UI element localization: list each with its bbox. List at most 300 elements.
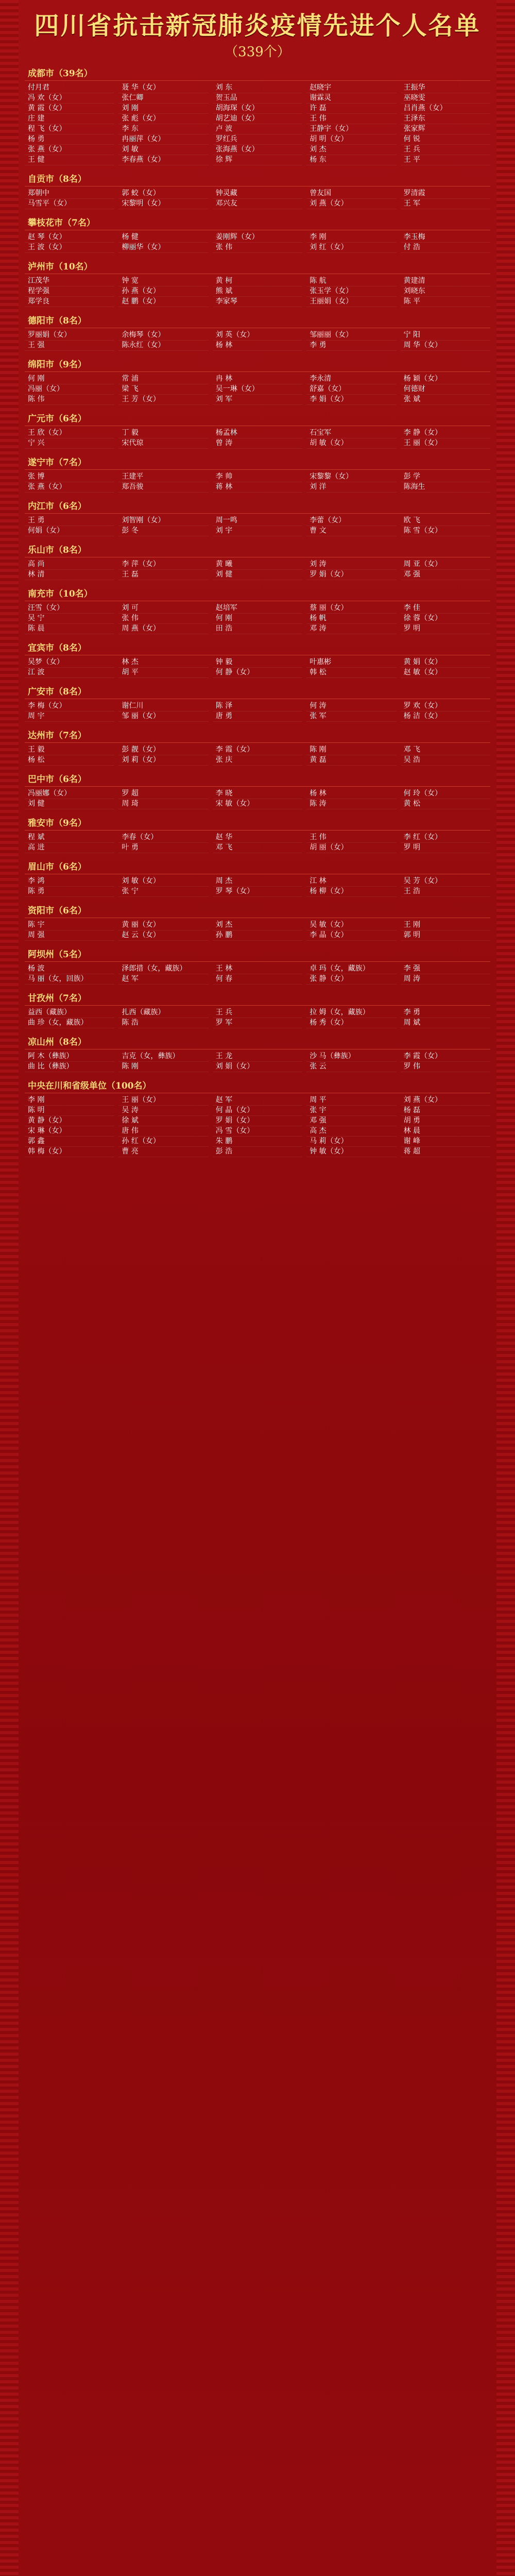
person-name: 冯 欢（女） (25, 93, 114, 104)
person-name: 吴一琳（女） (213, 384, 302, 395)
person-name: 张 伟 (213, 243, 302, 253)
person-name: 冉丽萍（女） (118, 134, 208, 145)
section (25, 992, 490, 1028)
person-name: 杨 磊 (401, 1106, 490, 1116)
section (25, 904, 490, 941)
person-name: 常 浦 (118, 374, 208, 384)
person-name: 黄 霞（女） (25, 104, 114, 114)
person-name: 叶惠彬 (306, 657, 396, 668)
person-name: 程学强 (25, 286, 114, 297)
person-name: 林 清 (25, 570, 114, 580)
person-name: 陈永红（女） (118, 341, 208, 351)
person-name: 叶 勇 (118, 843, 208, 853)
section (25, 773, 490, 809)
person-name: 王 健 (25, 155, 114, 165)
person-name: 周 斌 (401, 1018, 490, 1028)
person-name: 王 丽（女） (118, 1095, 208, 1106)
person-name: 巫晓雯 (401, 93, 490, 104)
person-name: 杨 颖（女） (401, 374, 490, 384)
person-name: 唐 伟 (118, 1126, 208, 1137)
section (25, 500, 490, 536)
person-name: 李 勇 (401, 1008, 490, 1018)
person-name: 黄 松 (401, 799, 490, 809)
name-grid (25, 560, 490, 580)
person-name: 邹 丽（女） (118, 711, 208, 722)
person-name: 杨孟林 (213, 428, 302, 438)
person-name: 王振华 (401, 83, 490, 93)
person-name: 赵 敏（女） (401, 668, 490, 678)
person-name: 刘 宇 (213, 526, 302, 536)
person-name: 赵 军 (118, 974, 208, 985)
person-name: 黄建清 (401, 276, 490, 286)
person-name: 王 林 (213, 964, 302, 974)
section-heading: 成都市（39名） (25, 67, 490, 81)
person-name: 吉克（女，彝族） (118, 1052, 208, 1062)
name-grid (25, 276, 490, 307)
person-name: 李 霞（女） (213, 745, 302, 755)
name-grid (25, 745, 490, 766)
person-name: 曾 涛 (213, 438, 302, 449)
section (25, 685, 490, 722)
person-name: 张 军 (306, 711, 396, 722)
person-name: 王 芳（女） (118, 395, 208, 405)
person-name: 刘智刚（女） (118, 516, 208, 526)
person-name: 刘 燕（女） (401, 1095, 490, 1106)
person-name: 刘 健 (213, 570, 302, 580)
person-name: 孙 红（女） (118, 1137, 208, 1147)
name-grid (25, 1052, 490, 1072)
name-grid (25, 789, 490, 809)
person-name: 钟 宽 (118, 276, 208, 286)
person-name: 陈 涛 (306, 799, 396, 809)
name-grid (25, 374, 490, 405)
person-name: 杨 柳（女） (306, 887, 396, 897)
person-name: 郭 明 (401, 930, 490, 941)
person-name: 李 娟（女） (306, 395, 396, 405)
person-name: 刘晓东 (401, 286, 490, 297)
section (25, 260, 490, 307)
section (25, 544, 490, 580)
section (25, 412, 490, 449)
person-name: 王 军 (401, 199, 490, 209)
person-name: 邓 飞 (213, 843, 302, 853)
person-name: 罗 琴（女） (213, 887, 302, 897)
section (25, 216, 490, 253)
name-grid (25, 964, 490, 985)
person-name: 王 浩 (401, 887, 490, 897)
section-heading: 广安市（8名） (25, 685, 490, 699)
person-name: 陈 伟 (25, 395, 114, 405)
person-name: 胡 敏（女） (306, 438, 396, 449)
person-name: 李春燕（女） (118, 155, 208, 165)
person-name: 吴 敏（女） (306, 920, 396, 930)
person-name: 邓 飞 (401, 745, 490, 755)
section-heading: 资阳市（6名） (25, 904, 490, 918)
person-name: 陈 浩 (118, 1018, 208, 1028)
section (25, 67, 490, 165)
person-name: 李 晶（女） (306, 930, 396, 941)
person-name: 冯丽娜（女） (25, 789, 114, 799)
person-name: 王 刚 (401, 920, 490, 930)
section (25, 456, 490, 493)
person-name: 杨 秀（女） (306, 1018, 396, 1028)
person-name: 刘 军 (213, 395, 302, 405)
person-name: 曲 比（彝族） (25, 1062, 114, 1072)
person-name: 刘 东 (213, 83, 302, 93)
name-grid (25, 83, 490, 165)
person-name: 黄 静（女） (25, 1116, 114, 1126)
person-name: 谢霖灵 (306, 93, 396, 104)
person-name: 卓 玛（女，藏族） (306, 964, 396, 974)
person-name: 陈 平 (401, 297, 490, 307)
person-name: 张 云 (306, 1062, 396, 1072)
name-grid (25, 472, 490, 493)
person-name: 刘 燕（女） (306, 199, 396, 209)
person-name: 冯 雪（女） (213, 1126, 302, 1137)
person-name: 王 波（女） (25, 243, 114, 253)
person-name: 李玉梅 (401, 232, 490, 243)
person-name: 韩 松 (306, 668, 396, 678)
person-name: 李 鸿 (25, 876, 114, 887)
person-name: 宋代琼 (118, 438, 208, 449)
person-name: 拉 姆（女，藏族） (306, 1008, 396, 1018)
person-name: 何德财 (401, 384, 490, 395)
person-name: 王静宇（女） (306, 124, 396, 134)
person-name: 胡艺迪（女） (213, 114, 302, 124)
person-name: 汪雪（女） (25, 603, 114, 614)
person-name: 彭 靓（女） (118, 745, 208, 755)
person-name: 王 磊 (118, 570, 208, 580)
person-name: 罗 军 (213, 1018, 302, 1028)
section (25, 358, 490, 405)
person-name: 丁 毅 (118, 428, 208, 438)
person-name: 罗红兵 (213, 134, 302, 145)
person-name: 周 平 (306, 1095, 396, 1106)
person-name: 刘 敏 (118, 145, 208, 155)
person-name: 王 龙 (213, 1052, 302, 1062)
section-heading: 雅安市（9名） (25, 817, 490, 831)
person-name: 罗 娟（女） (306, 570, 396, 580)
person-name: 梁 飞 (118, 384, 208, 395)
person-name: 江茂华 (25, 276, 114, 286)
person-name: 姜刚辉（女） (213, 232, 302, 243)
person-name: 李永清 (306, 374, 396, 384)
person-name: 王 平 (401, 155, 490, 165)
person-name: 宁 阳 (401, 330, 490, 341)
person-name: 韩 梅（女） (25, 1147, 114, 1157)
decorative-border-right (496, 0, 515, 2576)
person-name: 王 兵 (401, 145, 490, 155)
section (25, 729, 490, 766)
person-name: 何 刚 (213, 614, 302, 624)
person-name: 吴 宁 (25, 614, 114, 624)
person-name: 张海燕（女） (213, 145, 302, 155)
person-name: 熊 斌 (213, 286, 302, 297)
person-name: 胡 勇 (401, 1116, 490, 1126)
section-heading: 眉山市（6名） (25, 860, 490, 874)
name-grid (25, 603, 490, 634)
person-name: 益西（藏族） (25, 1008, 114, 1018)
person-name: 郑朝中 (25, 189, 114, 199)
person-name: 蒋 林 (213, 482, 302, 493)
person-name: 蔡 丽（女） (306, 603, 396, 614)
person-name: 泽郎措（女，藏族） (118, 964, 208, 974)
person-name: 钟 毅 (213, 657, 302, 668)
person-name: 朱 鹏 (213, 1137, 302, 1147)
person-name: 曲 珍（女，藏族） (25, 1018, 114, 1028)
person-name: 高 杰 (306, 1126, 396, 1137)
person-name: 何 涛 (306, 701, 396, 711)
name-grid (25, 657, 490, 678)
name-grid (25, 920, 490, 941)
person-name: 林 晨 (401, 1126, 490, 1137)
section (25, 587, 490, 634)
person-name: 张 斌 (401, 395, 490, 405)
person-name: 郑学良 (25, 297, 114, 307)
section (25, 1079, 490, 1157)
person-name: 彭 学 (401, 472, 490, 482)
person-name: 高 尚 (25, 560, 114, 570)
person-name: 阿 木（彝族） (25, 1052, 114, 1062)
person-name: 赵 华 (213, 833, 302, 843)
name-grid (25, 1008, 490, 1028)
person-name: 陈 宇 (25, 920, 114, 930)
person-name: 何娟（女） (25, 526, 114, 536)
section-heading: 绵阳市（9名） (25, 358, 490, 372)
person-name: 欧 飞 (401, 516, 490, 526)
person-name: 刘 可 (118, 603, 208, 614)
section-heading: 攀枝花市（7名） (25, 216, 490, 230)
person-name: 沙 马（彝族） (306, 1052, 396, 1062)
person-name: 杨 洁（女） (401, 711, 490, 722)
person-name: 周 亚（女） (401, 560, 490, 570)
person-name: 庄 建 (25, 114, 114, 124)
person-name: 李 勇 (306, 341, 396, 351)
person-name: 宋 敏（女） (213, 799, 302, 809)
person-name: 刘 杰 (306, 145, 396, 155)
section (25, 173, 490, 209)
person-name: 王 兵 (213, 1008, 302, 1018)
person-name: 胡 明（女） (306, 134, 396, 145)
page-subtitle: （339个） (225, 44, 290, 60)
person-name: 吴 浩 (401, 755, 490, 766)
person-name: 李 霞（女） (401, 1052, 490, 1062)
person-name: 王泽东 (401, 114, 490, 124)
header (21, 9, 494, 61)
person-name: 赵晓宇 (306, 83, 396, 93)
person-name: 马 丽（女，回族） (25, 974, 114, 985)
person-name: 王 毅 (25, 745, 114, 755)
person-name: 王 丽（女） (401, 438, 490, 449)
person-name: 余梅琴（女） (118, 330, 208, 341)
section-heading: 德阳市（8名） (25, 314, 490, 328)
person-name: 陈 勇 (25, 887, 114, 897)
person-name: 马雪平（女） (25, 199, 114, 209)
person-name: 罗 明 (401, 843, 490, 853)
person-name: 孙 燕（女） (118, 286, 208, 297)
person-name: 杨 健 (118, 232, 208, 243)
person-name: 曹 文 (306, 526, 396, 536)
person-name: 江 林 (306, 876, 396, 887)
name-grid (25, 876, 490, 897)
person-name: 吕肖燕（女） (401, 104, 490, 114)
person-name: 陈 雪（女） (401, 526, 490, 536)
person-name: 罗丽娟（女） (25, 330, 114, 341)
person-name: 马 莉（女） (306, 1137, 396, 1147)
person-name: 郭 蛟（女） (118, 189, 208, 199)
person-name: 徐 蓉（女） (401, 614, 490, 624)
person-name: 林 杰 (118, 657, 208, 668)
section (25, 817, 490, 853)
person-name: 许 磊 (306, 104, 396, 114)
section-heading: 宜宾市（8名） (25, 641, 490, 655)
person-name: 张 静（女） (306, 974, 396, 985)
person-name: 赵 琴（女） (25, 232, 114, 243)
person-name: 陈海生 (401, 482, 490, 493)
person-name: 何 锐 (401, 134, 490, 145)
person-name: 聂 华（女） (118, 83, 208, 93)
person-name: 张玉学（女） (306, 286, 396, 297)
person-name: 黄 丽（女） (118, 920, 208, 930)
person-name: 刘 英（女） (213, 330, 302, 341)
person-name: 张仁卿 (118, 93, 208, 104)
name-grid (25, 1095, 490, 1157)
person-name: 江 波 (25, 668, 114, 678)
person-name: 邓 强 (306, 1116, 396, 1126)
person-name: 李 佳 (401, 603, 490, 614)
person-name: 张 燕（女） (25, 145, 114, 155)
person-name: 郑吾骏 (118, 482, 208, 493)
section-heading: 泸州市（10名） (25, 260, 490, 274)
person-name: 陈 刚 (118, 1062, 208, 1072)
person-name: 周 宇 (25, 711, 114, 722)
person-name: 冉 林 (213, 374, 302, 384)
section-heading: 广元市（6名） (25, 412, 490, 426)
person-name: 张 燕（女） (25, 482, 114, 493)
section-heading: 南充市（10名） (25, 587, 490, 601)
person-name: 张 博 (25, 472, 114, 482)
section-heading: 中央在川和省级单位（100名） (25, 1079, 490, 1093)
person-name: 卢 波 (213, 124, 302, 134)
person-name: 张 宇 (306, 1106, 396, 1116)
section-heading: 阿坝州（5名） (25, 948, 490, 962)
person-name: 陈 航 (306, 276, 396, 286)
person-name: 陈 刚 (306, 745, 396, 755)
person-name: 刘 刚 (118, 104, 208, 114)
person-name: 何 静（女） (213, 668, 302, 678)
person-name: 周 杰 (213, 876, 302, 887)
person-name: 付月君 (25, 83, 114, 93)
person-name: 周 强 (25, 930, 114, 941)
person-name: 罗清霞 (401, 189, 490, 199)
person-name: 王 勇 (25, 516, 114, 526)
person-name: 赵 军 (213, 1095, 302, 1106)
person-name: 付 浩 (401, 243, 490, 253)
person-name: 陈 泽 (213, 701, 302, 711)
person-name: 邓 涛 (306, 624, 396, 634)
person-name: 何 春 (213, 974, 302, 985)
person-name: 黄 磊 (306, 755, 396, 766)
person-name: 宋 琳（女） (25, 1126, 114, 1137)
person-name: 邓兴友 (213, 199, 302, 209)
section-heading: 内江市（6名） (25, 500, 490, 514)
person-name: 杨 波 (25, 964, 114, 974)
name-grid (25, 330, 490, 351)
person-name: 周 涛 (401, 974, 490, 985)
person-name: 贺玉品 (213, 93, 302, 104)
decorative-border-left (0, 0, 19, 2576)
person-name: 刘 敏（女） (118, 876, 208, 887)
person-name: 李 萍（女） (118, 560, 208, 570)
person-name: 刘 健 (25, 799, 114, 809)
name-grid (25, 516, 490, 536)
person-name: 高 进 (25, 843, 114, 853)
person-name: 李 晓 (213, 789, 302, 799)
person-name: 邓 强 (401, 570, 490, 580)
person-name: 冯丽（女） (25, 384, 114, 395)
person-name: 李 东 (118, 124, 208, 134)
person-name: 陈 明 (25, 1106, 114, 1116)
person-name: 唐 勇 (213, 711, 302, 722)
person-name: 王丽娟（女） (306, 297, 396, 307)
section (25, 641, 490, 678)
person-name: 杨 松 (25, 755, 114, 766)
person-name: 张 彪（女） (118, 114, 208, 124)
person-name: 刘 娟（女） (213, 1062, 302, 1072)
person-name: 彭 浩 (213, 1147, 302, 1157)
person-name: 李 强 (401, 964, 490, 974)
person-name: 杨 林 (306, 789, 396, 799)
person-name: 杨 林 (213, 341, 302, 351)
person-name: 刘 莉（女） (118, 755, 208, 766)
person-name: 周 燕（女） (118, 624, 208, 634)
person-name: 张 伟 (118, 614, 208, 624)
name-list (25, 67, 490, 1164)
person-name: 王 伟 (306, 114, 396, 124)
person-name: 黄 娟（女） (401, 657, 490, 668)
person-name: 罗 超 (118, 789, 208, 799)
person-name: 杨 帆 (306, 614, 396, 624)
section (25, 948, 490, 985)
person-name: 何 刚 (25, 374, 114, 384)
person-name: 李 红（女） (401, 833, 490, 843)
person-name: 刘 涛 (306, 560, 396, 570)
person-name: 扎西（藏族） (118, 1008, 208, 1018)
section-heading: 巴中市（6名） (25, 773, 490, 787)
person-name: 郭 鑫 (25, 1137, 114, 1147)
person-name: 赵培军 (213, 603, 302, 614)
section-heading: 甘孜州（7名） (25, 992, 490, 1006)
person-name: 曾友国 (306, 189, 396, 199)
person-name: 徐 辉 (213, 155, 302, 165)
person-name: 周一鸣 (213, 516, 302, 526)
name-grid (25, 701, 490, 722)
person-name: 钟灵藏 (213, 189, 302, 199)
name-grid (25, 189, 490, 209)
person-name: 陈 晨 (25, 624, 114, 634)
person-name: 罗 欢（女） (401, 701, 490, 711)
person-name: 李 刚 (306, 232, 396, 243)
person-name: 李蕾（女） (306, 516, 396, 526)
person-name: 罗 明 (401, 624, 490, 634)
person-name: 曹 亮 (118, 1147, 208, 1157)
person-name: 宋黎明（女） (118, 199, 208, 209)
person-name: 胡 平 (118, 668, 208, 678)
person-name: 王 强 (25, 341, 114, 351)
person-name: 何 晶（女） (213, 1106, 302, 1116)
person-name: 张家辉 (401, 124, 490, 134)
section-heading: 自贡市（8名） (25, 173, 490, 187)
